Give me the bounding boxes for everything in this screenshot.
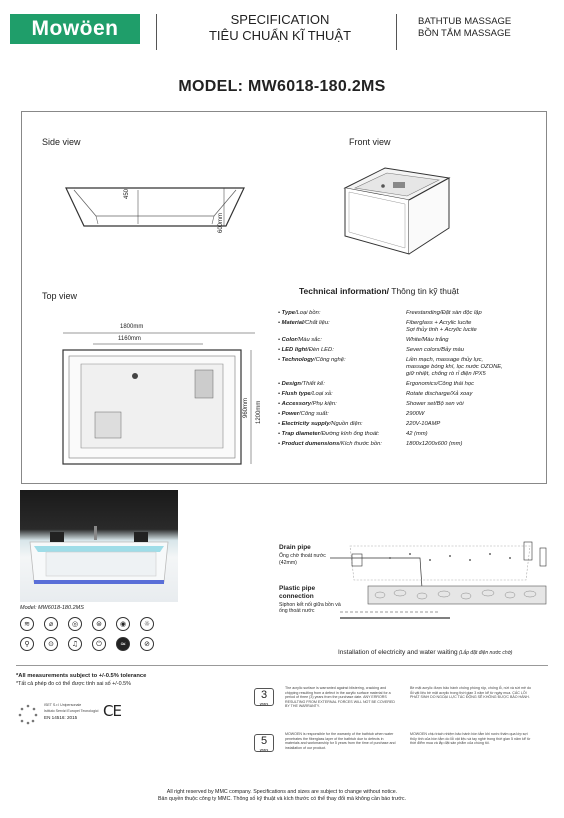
footer-line-1: All right reserved by MMC company. Specifications and sizes are subject to change without notice. — [166, 789, 398, 795]
spec-value: Rotate discharge/Xả xoay — [406, 391, 473, 397]
cert-standard: EN 14516: 2015 — [44, 715, 78, 720]
brand-logo: Mowöen — [10, 14, 140, 44]
top-width-total: 1200mm — [256, 400, 262, 424]
spec-key: • Product dumensions/Kích thước bồn: — [278, 441, 382, 447]
spec-title: SPECIFICATION — [230, 12, 330, 27]
spec-row — [278, 411, 548, 418]
spec-row — [278, 347, 548, 354]
warranty-unit: years — [259, 702, 269, 706]
header-divider — [396, 14, 397, 50]
plastic-pipe-vn: Siphon kết nối giữa bồn và — [279, 602, 341, 608]
spec-key: • Electricity supply/Nguồn điện: — [278, 421, 363, 427]
side-height-inner: 450 — [124, 188, 130, 199]
cert-line-2: Istituto Servizi Europei Tecnologici — [44, 709, 99, 713]
tech-title-en: Technical information/ — [299, 286, 390, 296]
warranty-3-en: The acrylic surface is warranted against blistering, cracking and chipping resulting from a defect in the acrylic surface material for a period of three (3) years from the purchase date. ANY ERRORS RESULTING FROM EXTERNAL FORCES WILL NOT BE COVERED BY THE WARRANTY. — [285, 686, 396, 708]
side-view-label: Side view — [42, 137, 81, 147]
warranty-3-vn: Bề mặt acrylic được bảo hành chống phồng rộp, chống lỗ, nứt và sứt mẻ do lỗi vật liệu bề mặt acrylic trong thời gian 3 năm kể từ ngày mua. CÁC LỖI PHÁT SINH DO NGOẠI LỰC TÁC ĐỘNG SẼ KHÔNG ĐƯỢC BẢO HÀNH. — [410, 686, 532, 699]
shower-icon: ⚲ — [20, 637, 34, 651]
side-height-total: 600mm — [218, 212, 224, 233]
water-icon: ≈ — [116, 637, 130, 651]
footer-line-2: Bản quyền thuộc công ty MMC. Thông số kỹ thuật và kích thước có thể thay đổi mà không cần báo trước. — [157, 796, 407, 802]
plastic-pipe-title-2: connection — [279, 593, 314, 600]
tech-title — [299, 286, 459, 296]
anti-leak-icon: ⊘ — [140, 637, 154, 651]
spec-row — [278, 421, 548, 428]
installation-caption-vn: (Lắp đặt điện nước chờ) — [457, 650, 513, 656]
spec-subtitle: TIÊU CHUẨN KĨ THUẬT — [208, 28, 352, 43]
spec-value: White/Màu trắng — [406, 337, 449, 343]
warranty-5-vn: MOWOEN chịu trách nhiệm bảo hành bồn tắm khi nước thấm qua lớp sợi thủy tinh của bồn tắm do lỗi vật liệu và tay nghề trong thời gian 5 năm kể từ thời điểm mua và lắp đặt sản phẩm của chúng tôi. — [410, 732, 531, 745]
plastic-pipe-title: Plastic pipe — [279, 585, 316, 592]
front-view-label: Front view — [349, 137, 391, 147]
top-length-inner: 1160mm — [118, 336, 141, 342]
spec-row — [278, 357, 548, 378]
massage-icon: ≋ — [20, 617, 34, 631]
spec-key: • Color/Màu sắc: — [278, 337, 322, 343]
model-title: MODEL: MW6018-180.2MS — [178, 78, 386, 95]
spec-key: • Material/Chất liệu: — [278, 320, 330, 326]
warranty-badge-3 — [254, 688, 274, 706]
spec-value: 220V-10AMP — [406, 421, 441, 427]
tolerance-note-vn: *Tất cả phép đo có thể được tính sai số +/-0.5% — [16, 681, 131, 687]
ozone-icon: ◎ — [68, 617, 82, 631]
top-width-inner: 960mm — [243, 397, 249, 418]
spec-row — [278, 431, 548, 438]
drain-icon: ⌀ — [44, 617, 58, 631]
spec-value: Liền mạch, massage thủy lực, massage bóng khí, lọc nước OZONE, giữ nhiệt, chống rò rỉ điện IPX5 — [406, 357, 503, 377]
photo-caption: Model: MW6018-180.2MS — [20, 605, 84, 611]
top-length-total: 1800mm — [120, 324, 144, 330]
spec-row — [278, 320, 548, 334]
spec-key: • LED light/Đèn LED: — [278, 347, 334, 353]
front-view-drawing — [325, 158, 455, 263]
installation-caption — [338, 649, 512, 656]
spec-value: Shower set/Bộ sen vòi — [406, 401, 464, 407]
ce-mark: CE — [103, 702, 121, 720]
spec-row — [278, 441, 548, 448]
spec-row — [278, 391, 548, 398]
speaker-icon: ♫ — [68, 637, 82, 651]
warranty-years: 5 — [260, 735, 268, 747]
power-icon: ⏻ — [92, 637, 106, 651]
spec-row — [278, 381, 548, 388]
section-divider — [16, 665, 548, 666]
spec-key: • Flush type/Loại xả: — [278, 391, 333, 397]
spec-key: • Design/Thiết kế: — [278, 381, 325, 387]
spec-value: Ergonomics/Công thái học — [406, 381, 474, 387]
product-photo — [20, 490, 178, 602]
drain-pipe-title: Drain pipe — [279, 544, 311, 551]
spec-key: • Type/Loại bồn: — [278, 310, 321, 316]
cert-line-1: ISET S.r.l Unipersonale — [44, 703, 82, 707]
spec-key: • Trap diameter/Đường kính ống thoát: — [278, 431, 380, 437]
tech-title-vn: Thông tin kỹ thuật — [389, 286, 459, 296]
filter-icon: ⊙ — [44, 637, 58, 651]
drain-pipe-size: (42mm) — [279, 560, 297, 566]
light-icon: ☼ — [140, 617, 154, 631]
spec-value: 2900W — [406, 411, 425, 417]
product-type-vn: BỒN TẮM MASSAGE — [418, 28, 511, 39]
installation-caption-en: Installation of electricity and water waiting — [338, 649, 458, 656]
spec-value: 1800x1200x600 (mm) — [406, 441, 463, 447]
spec-key: • Technology/Công nghệ: — [278, 357, 346, 363]
plastic-pipe-vn-2: ống thoát nước — [279, 608, 315, 614]
spec-value: Seven colors/Bảy màu — [406, 347, 464, 353]
warranty-badge-5 — [254, 734, 274, 752]
spec-value: Freestanding/Đặt sàn độc lập — [406, 310, 482, 316]
bubble-icon: ◉ — [116, 617, 130, 631]
spec-value: Fiberglass + Acrylic lucite Sợi thủy tinh + Acrylic lucite — [406, 320, 477, 333]
warranty-unit: years — [259, 748, 269, 752]
product-type: BATHTUB MASSAGE — [418, 16, 512, 27]
iset-cert-logo — [16, 702, 40, 726]
top-view-label: Top view — [42, 291, 78, 301]
spec-row — [278, 337, 548, 344]
installation-diagram — [330, 532, 550, 642]
spec-row — [278, 401, 548, 408]
tolerance-note: *All measurements subject to +/-0.5% tolerance — [16, 673, 147, 679]
spec-value: 42 (mm) — [406, 431, 428, 437]
spec-key: • Accessory/Phụ kiện: — [278, 401, 337, 407]
warranty-5-en: MOWOEN is responsible for the warranty of the bathtub when water penetrates the fiberglass layer of the bathtub due to defects in materials and workmanship for 5 years from the time of purchase and installation of our product. — [285, 732, 396, 750]
header-divider — [156, 14, 157, 50]
top-view-drawing — [55, 320, 265, 470]
spec-key: • Power/Công suất: — [278, 411, 329, 417]
drain-pipe-vn: Ống chờ thoát nước — [279, 553, 326, 559]
spec-row — [278, 310, 548, 317]
thermostat-icon: ⊜ — [92, 617, 106, 631]
warranty-years: 3 — [260, 689, 268, 701]
